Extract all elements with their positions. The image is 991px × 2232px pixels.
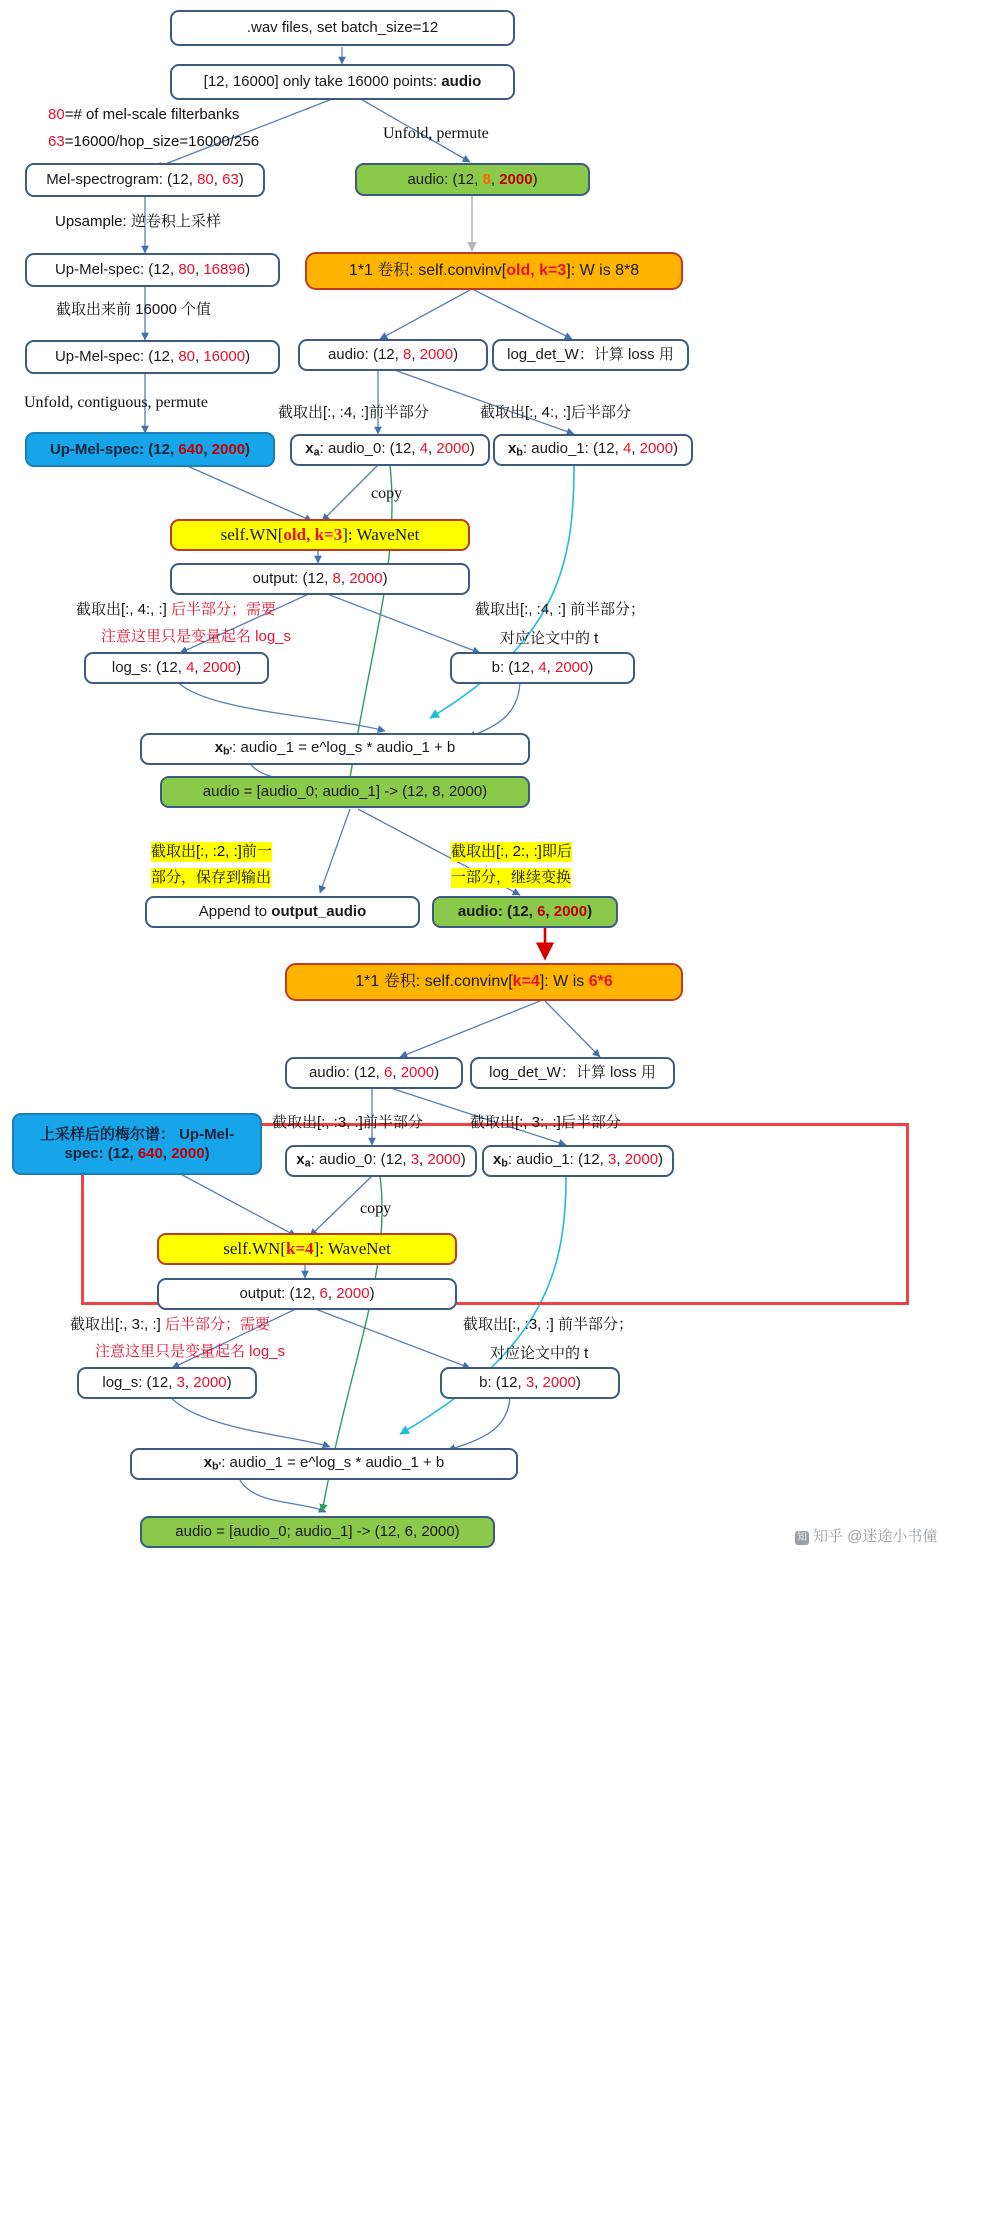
label-hl-right-line1 [451,842,572,862]
upmel-second-prefix: spec: (12, [64,1145,138,1162]
output8-dim1: 8 [332,570,341,588]
upsample-text: Upsample: 逆卷积上采样 [55,213,221,230]
label-logs-note-1 [76,600,276,620]
node-convinv-k4[interactable] [285,963,683,1001]
logs6-prefix: log_s: (12, [102,1374,177,1392]
slice-front-4-text: 截取出[:, :4, :]前半部分 [278,404,429,421]
xa2-dim2: 2000 [427,1151,461,1169]
label-logs-note-1-line2 [101,627,291,647]
label-slice-front-4 [278,403,429,423]
audio6b-prefix: audio: (12, [308,1064,384,1082]
label-mel-note-1 [48,105,239,125]
xb-subscript: b [516,447,523,460]
node-up-mel-16000[interactable] [25,340,280,374]
node-audio-mid-label: audio: (12, 8, 2000) [327,346,459,364]
node-audio6-label: audio: (12, 6, 2000) [308,1064,440,1082]
upmel1-prefix: Up-Mel-spec: (12, [54,261,179,279]
take-points-bold: audio [441,73,482,91]
audio-mid-dim2: 2000 [419,346,454,364]
node-log-det-w-2[interactable] [470,1057,675,1089]
node-xbprime-affine-2[interactable] [130,1448,518,1480]
upmel640-dim1: 640 [178,440,204,458]
xa-dim2: 2000 [436,440,470,458]
label-mel-note-2 [48,132,259,152]
convinv-old-k: old, k=3 [506,261,567,279]
node-audio-top-label: audio: (12, 8, 2000) [407,170,538,188]
label-logs-note-2 [70,1315,270,1335]
wn-old-prefix: self.WN[ [220,525,284,545]
upmel2-dim2: 16000 [203,348,246,366]
upmel-second-dim1: 640 [137,1145,163,1162]
node-xa-audio0-3[interactable] [285,1145,477,1177]
xb-symbol: x [507,440,517,458]
xb-dim1: 4 [622,440,632,458]
b-note-2-line1: 截取出[:, :3, :] 前半部分； [463,1316,634,1333]
upmel-second-line2: spec: (12, 640, 2000) [64,1145,210,1162]
audio6b-dim2: 2000 [400,1064,435,1082]
node-output-12-6-2000[interactable] [157,1278,457,1310]
node-b-12-4-2000[interactable] [450,652,635,684]
label-hl-left-line1 [151,842,272,862]
upmel1-dim1: 80 [178,261,195,279]
node-xbprime2-label [204,1454,445,1473]
node-up-mel-16896-label: Up-Mel-spec: (12, 80, 16896) [54,261,251,279]
node-logs6-label: log_s: (12, 3, 2000) [102,1374,232,1392]
node-up-mel-16896[interactable] [25,253,280,287]
label-unfold-contiguous-permute [24,392,208,414]
node-xbprime-affine[interactable] [140,733,530,765]
hl-left-line2-text: 部分，保存到输出 [151,869,272,886]
node-concat-audio-6[interactable] [140,1516,495,1548]
take-first-16000-text: 截取出来前 16000 个值 [56,301,212,318]
unfold-contig-permute-text: Unfold, contiguous, permute [24,394,208,411]
label-upsample [55,212,221,232]
wn-old-k: old, k=3 [283,525,343,545]
node-concat-audio-8[interactable] [160,776,530,808]
logs-note-1-line2-text: 注意这里只是变量起名 log_s [101,628,292,645]
xb2-prefix: : audio_1: (12, [507,1151,608,1169]
b8-prefix: b: (12, [491,659,539,677]
label-copy-2 [360,1198,391,1220]
wn-k4-prefix: self.WN[ [223,1239,286,1259]
label-logs-note-2-line2 [95,1342,285,1362]
node-xa2-label: $x_a$: audio_0: (12, 3, 2000) [296,1151,466,1171]
audio-mid-prefix: audio: (12, [327,346,403,364]
convinv-k4-w: 6*6 [588,972,613,990]
audio6-dim2: 2000 [553,903,588,921]
convinv-k4-mid: ]: W is [539,972,589,990]
take-points-prefix: [12, 16000] only take 16000 points: [203,73,442,91]
hl-right-line1-text: 截取出[:, 2:, :]即后 [451,843,572,860]
node-output6-label: output: (12, 6, 2000) [239,1285,375,1303]
node-b6-label: b: (12, 3, 2000) [479,1374,581,1392]
mel-note-2-num: 63 [48,133,65,150]
node-b-12-3-2000[interactable] [440,1367,620,1399]
b6-dim1: 3 [525,1374,535,1392]
label-b-note-1-line2 [500,629,598,649]
node-take-points[interactable] [170,64,515,100]
audio6-prefix: audio: (12, [457,903,538,921]
audio-mid-dim1: 8 [403,346,412,364]
node-wavenet-old-label [221,525,420,545]
mel-note-1-num: 80 [48,106,65,123]
slice-back-3-text: 截取出[:, 3:, :]后半部分 [470,1114,621,1131]
xa-dim1: 4 [419,440,429,458]
node-log-s-12-4-2000[interactable] [84,652,269,684]
node-up-mel-640-label: Up-Mel-spec: (12, 640, 2000) [49,440,251,458]
output6-prefix: output: (12, [239,1285,320,1303]
label-take-first-16000 [56,300,211,320]
convinv-k4-k: k=4 [512,972,540,990]
mel-prefix: Mel-spectrogram: (12, [46,171,198,189]
xa2-prefix: : audio_0: (12, [310,1151,411,1169]
wn-k4-k: k=4 [285,1239,314,1259]
logs-note-2-line2-text: 注意这里只是变量起名 log_s [95,1343,286,1360]
convinv-old-prefix: 1*1 卷积: self.convinv[ [348,261,507,279]
wn-k4-suffix: ]: WaveNet [313,1239,391,1259]
output6-dim1: 6 [319,1285,328,1303]
xbprime-subscript: b' [223,746,233,759]
node-output8-label: output: (12, 8, 2000) [252,570,388,588]
node-mel-spectrogram[interactable] [25,163,265,197]
b6-dim2: 2000 [542,1374,576,1392]
upmel2-dim1: 80 [178,348,195,366]
xa2-subscript: a [304,1158,311,1171]
xb-prefix: : audio_1: (12, [522,440,623,458]
zhihu-logo-icon: 知 [797,1532,807,1543]
append-target: output_audio [271,903,367,921]
b6-prefix: b: (12, [479,1374,526,1392]
xb2-subscript: b [501,1158,508,1171]
label-slice-back-4 [480,403,631,423]
xa-subscript: a [313,447,320,460]
b8-dim1: 4 [538,659,547,677]
label-slice-front-3 [272,1113,423,1133]
node-take-points-label [204,73,482,90]
mel-sep: , [213,171,223,189]
copy-1-text: copy [371,485,403,502]
xbprime2-subscript: b' [212,1461,222,1474]
node-xb-audio1-4[interactable] [493,434,693,466]
node-wavenet-k4-label [223,1239,391,1259]
node-convinv-k4-label [355,973,612,991]
xbprime2-expr: : audio_1 = e^log_s * audio_1 + b [221,1454,445,1472]
xb2-symbol: x [492,1151,502,1169]
watermark [795,1525,937,1546]
slice-back-4-text: 截取出[:, 4:, :]后半部分 [480,404,631,421]
node-convinv-old-label [349,262,639,280]
hl-right-line2-text: 一部分，继续变换 [451,869,572,886]
upmel1-dim2: 16896 [203,261,246,279]
mel-dim2: 63 [222,171,239,189]
xa2-symbol: x [296,1151,305,1169]
mel-suffix: ) [238,171,244,189]
logs8-dim1: 4 [186,659,195,677]
upmel2-prefix: Up-Mel-spec: (12, [54,348,179,366]
slice-front-3-text: 截取出[:, :3, :]前半部分 [272,1114,423,1131]
copy-2-text: copy [360,1200,392,1217]
unfold-permute-text: Unfold, permute [383,125,489,142]
node-audio-12-8-2000-mid[interactable] [298,339,488,371]
node-audio-12-6-2000-split[interactable] [432,896,618,928]
xa-symbol: x [305,440,314,458]
b-note-1-line2-text: 对应论文中的 t [500,630,599,647]
node-up-mel-640[interactable] [25,432,275,467]
label-hl-right-line2 [451,868,571,888]
logs6-dim1: 3 [176,1374,185,1392]
b-note-2-line2-text: 对应论文中的 t [490,1345,589,1362]
xb-dim2: 2000 [639,440,674,458]
node-up-mel-16000-label: Up-Mel-spec: (12, 80, 16000) [54,348,251,366]
node-audio6-split-label: audio: (12, 6, 2000) [457,903,593,921]
node-log-det-w-1-label: log_det_W：计算 loss 用 [507,346,674,364]
node-xa-audio0-4[interactable] [290,434,490,466]
b-note-1-line1: 截取出[:, :4, :] 前半部分； [475,601,646,618]
node-xa-label: $x_a$: audio_0: (12, 4, 2000) [305,440,475,460]
node-concat-6-label: audio = [audio_0; audio_1] -> (12, 6, 2000) [175,1523,460,1541]
node-up-mel-640-second[interactable] [12,1113,262,1175]
hl-left-line1-text: 截取出[:, :2, :]前一 [151,843,272,860]
node-b8-label: b: (12, 4, 2000) [491,659,594,677]
b8-dim2: 2000 [555,659,589,677]
append-prefix: Append to [198,903,272,921]
label-b-note-2 [463,1315,633,1335]
convinv-k4-prefix: 1*1 卷积: self.convinv[ [355,972,513,990]
label-slice-back-3 [470,1113,621,1133]
node-wavenet-k4[interactable] [157,1233,457,1265]
node-xbprime-label [215,739,456,758]
mel-note-1-rest: =# of mel-scale filterbanks [64,106,240,123]
logs-note-2-line1-black: 截取出[:, 3:, :] [70,1316,166,1333]
label-b-note-2-line2 [490,1344,588,1364]
node-append-label [199,903,367,920]
wn-old-suffix: ]: WaveNet [342,525,420,545]
logs8-prefix: log_s: (12, [111,659,187,677]
logs6-dim2: 2000 [193,1374,227,1392]
output6-dim2: 2000 [336,1285,370,1303]
logs-note-1-line1-black: 截取出[:, 4:, :] [76,601,172,618]
audio6b-dim1: 6 [384,1064,393,1082]
xb2-dim2: 2000 [624,1151,659,1169]
label-hl-left-line2 [151,868,271,888]
node-wav-files-label: .wav files, set batch_size=12 [246,19,439,37]
node-concat-8-label: audio = [audio_0; audio_1] -> (12, 8, 2000) [202,783,488,801]
upmel-second-dim2: 2000 [171,1145,205,1162]
logs-note-1-line1-red: 后半部分；需要 [171,601,277,618]
mel-note-2-rest: =16000/hop_size=16000/256 [64,133,260,150]
node-logs8-label: log_s: (12, 4, 2000) [111,659,242,677]
node-log-s-12-3-2000[interactable] [77,1367,257,1399]
mel-dim1: 80 [197,171,214,189]
xb2-dim1: 3 [607,1151,617,1169]
node-wav-files[interactable] [170,10,515,46]
output8-dim2: 2000 [349,570,383,588]
logs-note-2-line1-red: 后半部分；需要 [165,1316,271,1333]
audio-top-dim1: 8 [482,170,491,188]
node-xb2-label: $x_b$: audio_1: (12, 3, 2000) [492,1151,664,1171]
node-audio-12-6-2000[interactable] [285,1057,463,1089]
label-copy-1 [371,483,402,505]
xbprime2-symbol: x [203,1454,213,1472]
xbprime-symbol: x [214,739,224,757]
audio6-dim1: 6 [537,903,546,921]
upmel640-dim2: 2000 [211,440,246,458]
audio-top-prefix: audio: (12, [407,170,483,188]
node-log-det-w-1[interactable] [492,339,689,371]
node-audio-12-8-2000-top[interactable] [355,163,590,196]
xbprime-expr: : audio_1 = e^log_s * audio_1 + b [232,739,456,757]
logs8-dim2: 2000 [202,659,237,677]
upmel640-prefix: Up-Mel-spec: (12, [49,440,179,458]
node-log-det-w-2-label: log_det_W：计算 loss 用 [489,1064,656,1082]
node-xb-audio1-3[interactable] [482,1145,674,1177]
node-append-output-audio[interactable] [145,896,420,928]
xa-prefix: : audio_0: (12, [319,440,420,458]
node-output-12-8-2000[interactable] [170,563,470,595]
label-unfold-permute [383,123,489,145]
output8-prefix: output: (12, [252,570,333,588]
convinv-old-suffix: ]: W is 8*8 [566,261,640,279]
watermark-text: 知乎 @迷途小书僮 [813,1528,938,1545]
xa2-dim1: 3 [410,1151,420,1169]
node-mel-spectrogram-label [46,171,244,188]
audio-top-dim2: 2000 [499,170,533,188]
node-convinv-old-k3[interactable] [305,252,683,290]
label-b-note-1 [475,600,645,620]
node-wavenet-old-k3[interactable] [170,519,470,551]
upmel-second-line1: 上采样后的梅尔谱： Up-Mel- [39,1125,235,1143]
node-xb-label: $x_b$: audio_1: (12, 4, 2000) [507,440,679,460]
